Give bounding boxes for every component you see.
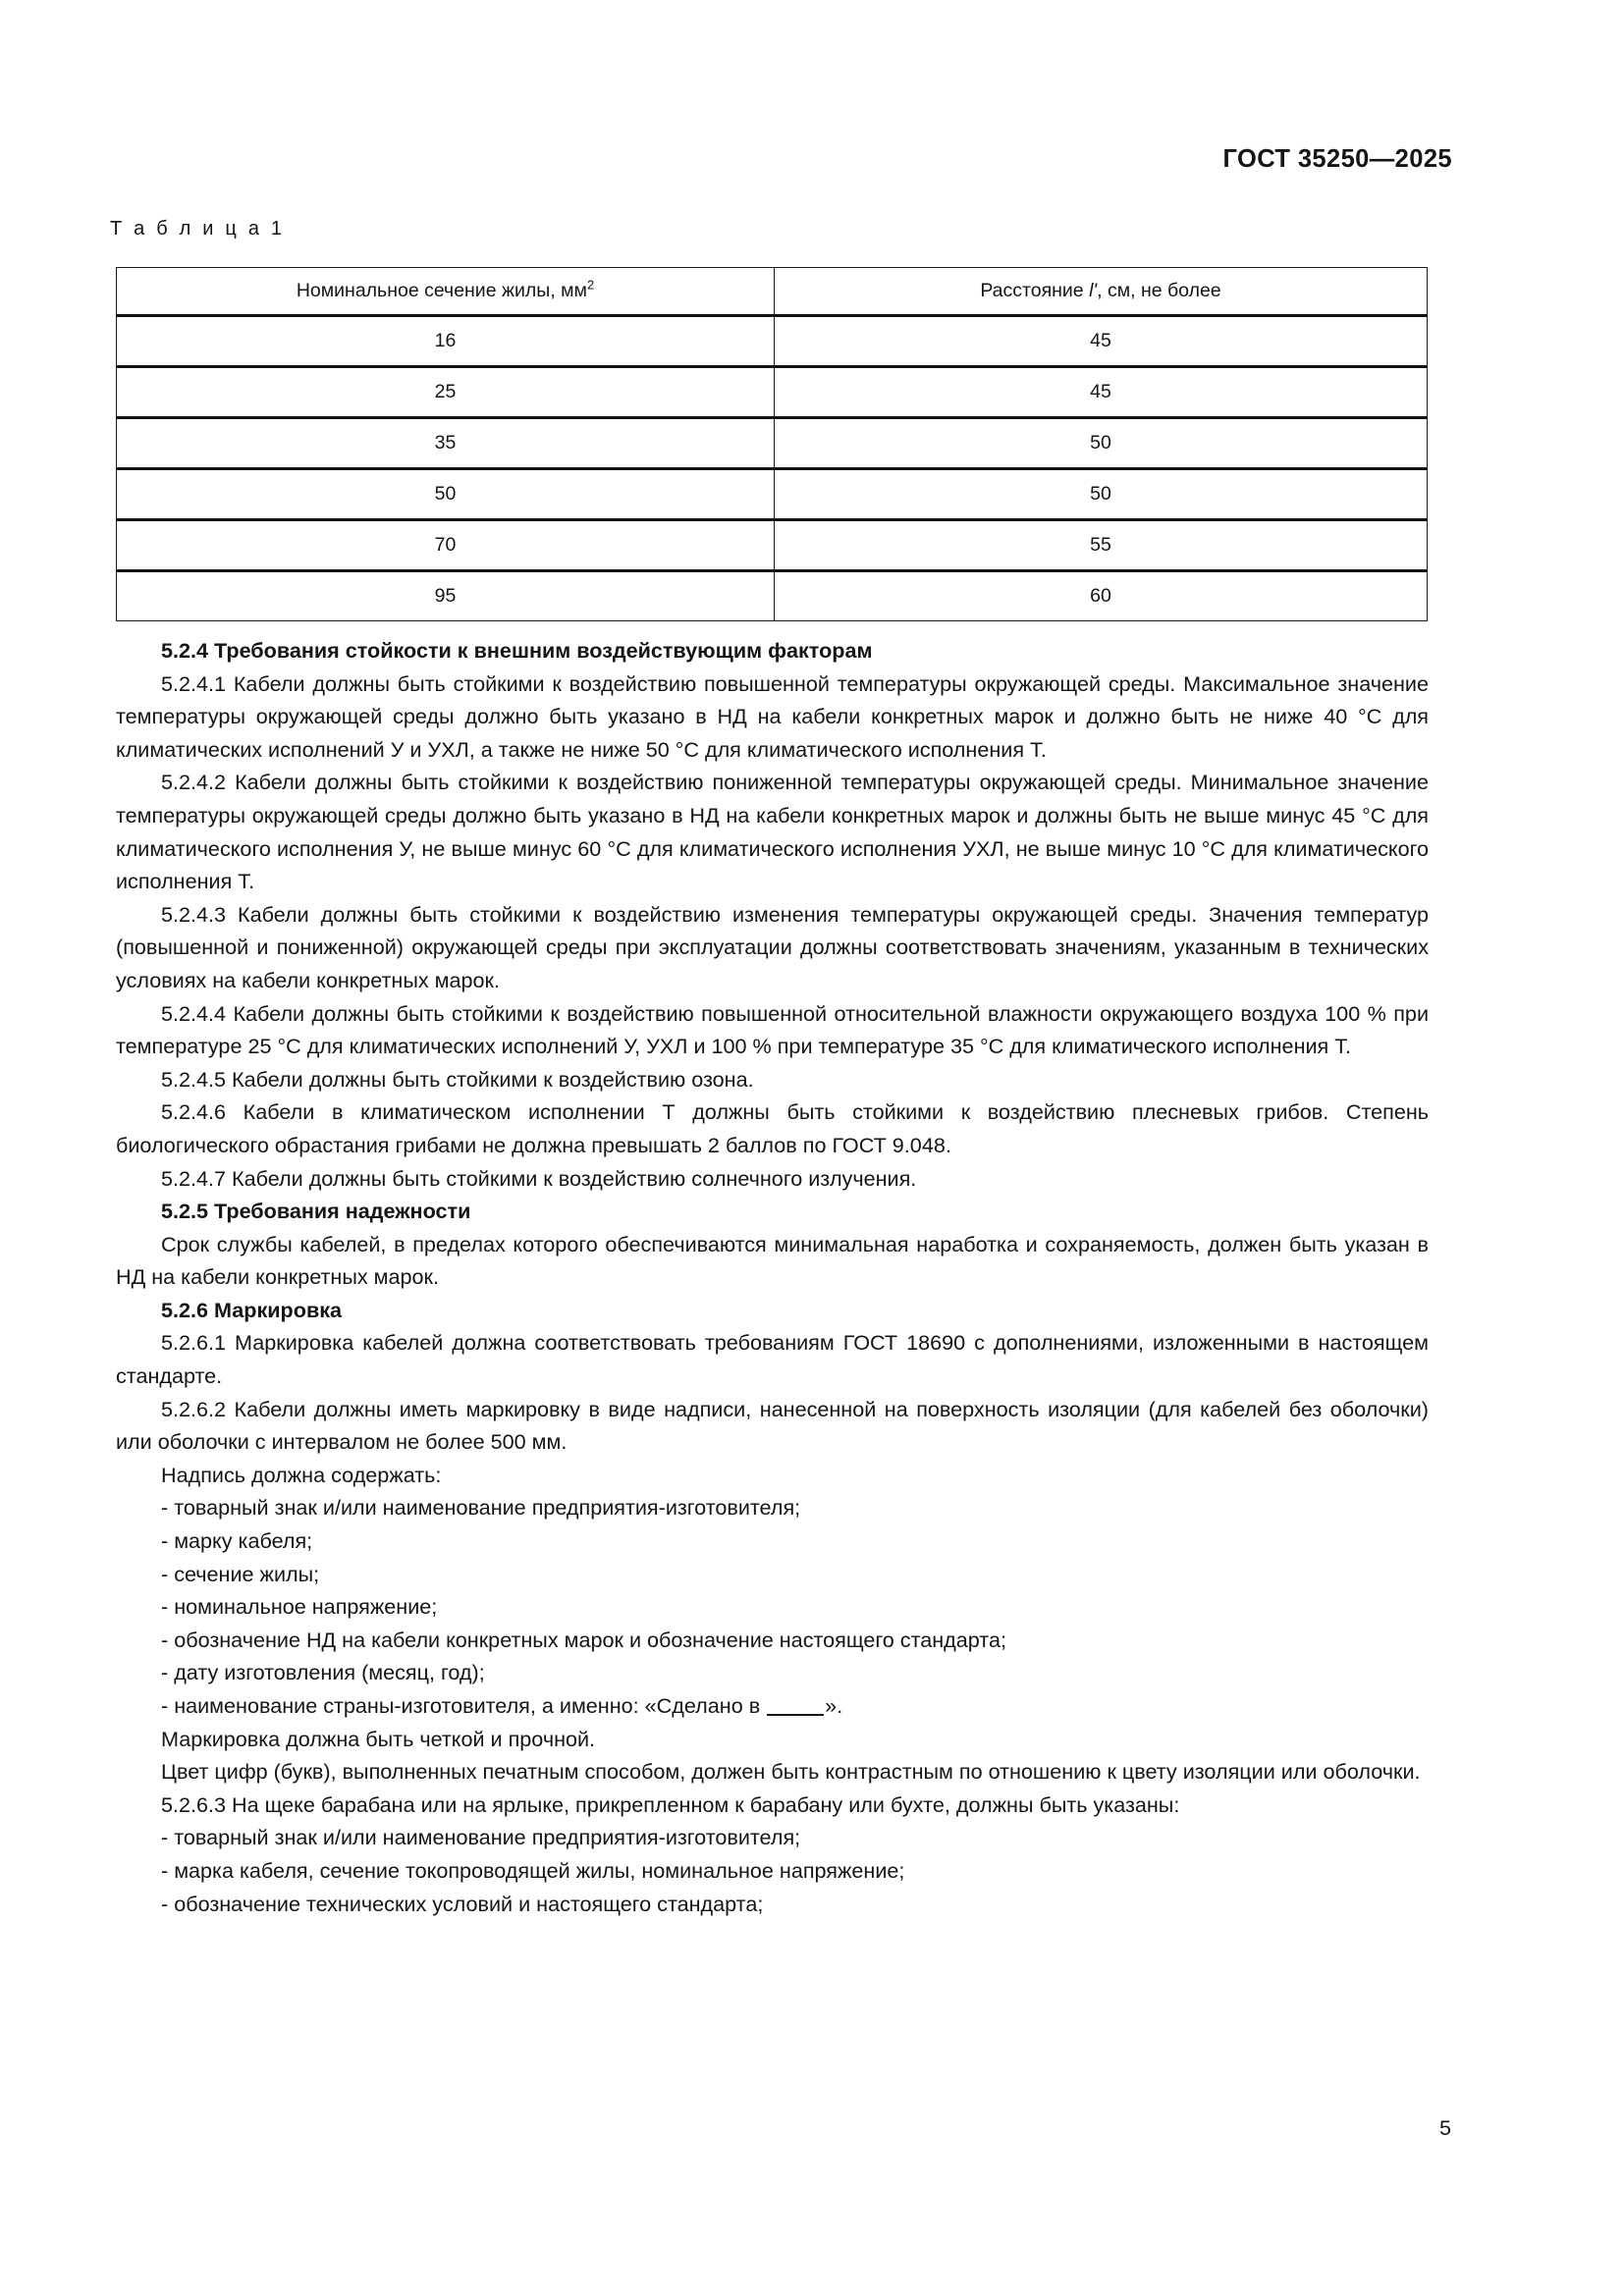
paragraph-5-2-4-2: 5.2.4.2 Кабели должны быть стойкими к воздействию пониженной температуры окружающей среды. Минимальное значение температуры окружающей среды должно быть указано в НД на кабели конкретных марок и должны быть не выше минус 45 °C для климатического исполнения У, не выше минус 60 °C для климатического исполнения УХЛ, не выше минус 10 °C для климатического исполнения Т. xyxy=(116,770,1429,894)
table-row xyxy=(117,316,1428,367)
marking-list-item: - дату изготовления (месяц, год); xyxy=(161,1660,485,1685)
table-header-row xyxy=(117,268,1428,316)
paragraph-5-2-6-3: 5.2.6.3 На щеке барабана или на ярлыке, прикрепленном к барабану или бухте, должны быть указаны: xyxy=(161,1791,1180,1817)
drum-list-item: - марка кабеля, сечение токопроводящей жилы, номинальное напряжение; xyxy=(161,1857,905,1883)
column-header-distance-symbol: l' xyxy=(1089,280,1098,301)
paragraph-5-2-6-2: 5.2.6.2 Кабели должны иметь маркировку в виде надписи, нанесенной на поверхность изоляции (для кабелей без оболочки) или оболочки с интервалом не более 500 мм. xyxy=(116,1396,1429,1455)
column-header-distance-suffix: , см, не более xyxy=(1097,280,1221,301)
cell-cross-section: 70 xyxy=(117,520,775,571)
table-caption: Т а б л и ц а 1 xyxy=(110,218,286,240)
cell-distance: 55 xyxy=(775,520,1428,571)
column-header-cross-section xyxy=(117,268,775,316)
marking-list-item-country xyxy=(116,1689,1429,1723)
paragraph-5-2-4-5: 5.2.4.5 Кабели должны быть стойкими к воздействию озона. xyxy=(161,1066,754,1092)
cell-distance: 45 xyxy=(775,316,1428,367)
table-row xyxy=(117,469,1428,520)
paragraph-5-2-4-7: 5.2.4.7 Кабели должны быть стойкими к воздействию солнечного излучения. xyxy=(161,1165,917,1191)
country-item-text-after: ». xyxy=(825,1693,843,1718)
paragraph-5-2-6-1: 5.2.6.1 Маркировка кабелей должна соответствовать требованиям ГОСТ 18690 с дополнениями, изложенными в настоящем стандарте. xyxy=(116,1330,1429,1389)
table-row xyxy=(117,367,1428,418)
cell-cross-section: 50 xyxy=(117,469,775,520)
column-header-distance-text: Расстояние xyxy=(980,280,1090,301)
document-body xyxy=(116,634,1429,1920)
table-row xyxy=(117,520,1428,571)
page-number: 5 xyxy=(1438,2115,1451,2140)
cell-distance: 50 xyxy=(775,469,1428,520)
page-header-standard-id: ГОСТ 35250—2025 xyxy=(1222,145,1452,173)
cell-distance: 60 xyxy=(775,571,1428,621)
heading-5-2-4: 5.2.4 Требования стойкости к внешним воздействующим факторам xyxy=(161,638,873,663)
table-1 xyxy=(116,267,1428,621)
table-row xyxy=(117,571,1428,621)
paragraph-marking-intro: Надпись должна содержать: xyxy=(161,1462,442,1487)
heading-5-2-5: 5.2.5 Требования надежности xyxy=(161,1199,471,1224)
paragraph-5-2-4-4: 5.2.4.4 Кабели должны быть стойкими к воздействию повышенной относительной влажности окружающего воздуха 100 % при температуре 25 °C для климатических исполнений У, УХЛ и 100 % при температуре 35 °C для климатического исполнения Т. xyxy=(116,1000,1429,1059)
marking-list-item: - обозначение НД на кабели конкретных марок и обозначение настоящего стандарта; xyxy=(161,1627,1006,1652)
column-header-superscript: 2 xyxy=(586,277,595,293)
marking-list-item: - номинальное напряжение; xyxy=(161,1594,438,1620)
cell-distance: 50 xyxy=(775,418,1428,469)
marking-list-item: - сечение жилы; xyxy=(161,1561,320,1586)
paragraph-5-2-4-1: 5.2.4.1 Кабели должны быть стойкими к воздействию повышенной температуры окружающей среды. Максимальное значение температуры окружающей среды должно быть указано в НД на кабели конкретных марок и должно быть не ниже 40 °C для климатических исполнений У и УХЛ, а также не ниже 50 °C для климатического исполнения Т. xyxy=(116,670,1429,762)
paragraph-marking-color: Цвет цифр (букв), выполненных печатным способом, должен быть контрастным по отношению к цвету изоляции или оболочки. xyxy=(161,1759,1421,1785)
column-header-distance xyxy=(775,268,1428,316)
paragraph-5-2-4-6: 5.2.4.6 Кабели в климатическом исполнении Т должны быть стойкими к воздействию плесневых грибов. Степень биологического обрастания грибами не должна превышать 2 баллов по ГОСТ 9.048. xyxy=(116,1099,1429,1157)
cell-cross-section: 25 xyxy=(117,367,775,418)
column-header-cross-section-text: Номинальное сечение жилы, мм xyxy=(296,280,587,301)
marking-list-item: - товарный знак и/или наименование предприятия-изготовителя; xyxy=(161,1495,801,1521)
heading-5-2-6: 5.2.6 Маркировка xyxy=(161,1297,343,1322)
country-item-text-before: - наименование страны-изготовителя, а именно: «Сделано в xyxy=(161,1693,767,1718)
marking-list-item: - марку кабеля; xyxy=(161,1528,313,1554)
cell-cross-section: 35 xyxy=(117,418,775,469)
paragraph-marking-quality: Маркировка должна быть четкой и прочной. xyxy=(161,1726,596,1751)
paragraph-5-2-5-text: Срок службы кабелей, в пределах которого обеспечиваются минимальная наработка и сохраняемость, должен быть указан в НД на кабели конкретных марок. xyxy=(116,1231,1429,1290)
cell-cross-section: 16 xyxy=(117,316,775,367)
paragraph-5-2-4-3: 5.2.4.3 Кабели должны быть стойкими к воздействию изменения температуры окружающей среды. Значения температур (повышенной и пониженной) окружающей среды при эксплуатации должны соответствовать значениям, указанным в технических условиях на кабели конкретных марок. xyxy=(116,901,1429,992)
table-row xyxy=(117,418,1428,469)
drum-list-item: - обозначение технических условий и настоящего стандарта; xyxy=(161,1891,764,1916)
cell-distance: 45 xyxy=(775,367,1428,418)
drum-list-item: - товарный знак и/или наименование предприятия-изготовителя; xyxy=(161,1825,801,1850)
cell-cross-section: 95 xyxy=(117,571,775,621)
country-blank-fill xyxy=(767,1714,824,1716)
table-body xyxy=(117,316,1428,621)
